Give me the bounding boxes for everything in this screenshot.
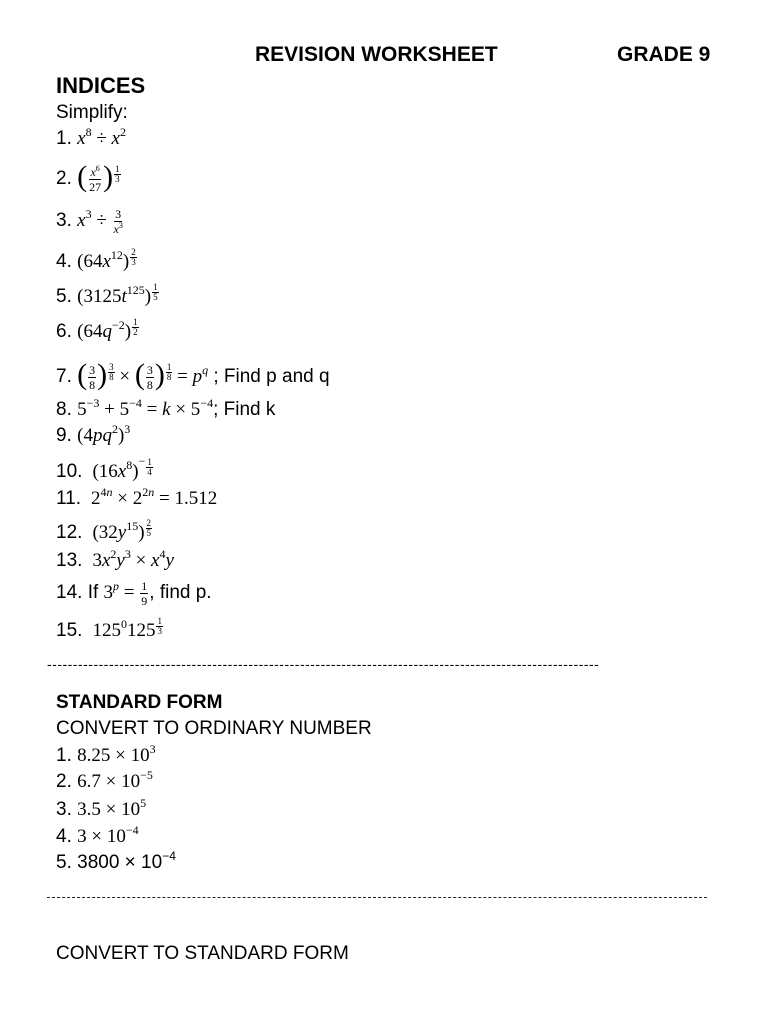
- index-question-9: [56, 422, 131, 447]
- question-number: 4.: [56, 251, 72, 272]
- convert-ordinary-heading: CONVERT TO ORDINARY NUMBER: [56, 718, 372, 739]
- item-number: 5.: [56, 852, 72, 873]
- math-expression: $5^{-3} + 5^{-4} = k \times 5^{-4}$: [77, 396, 214, 420]
- indices-heading: INDICES: [56, 73, 146, 98]
- standard-form-item-4: [56, 823, 139, 848]
- math-expression: $8.25 \times 10^3$: [77, 742, 156, 766]
- question-number: 10.: [56, 461, 83, 482]
- question-number: 3.: [56, 209, 72, 231]
- standard-form-item-3: [56, 796, 147, 821]
- question-14-instruction: , find p.: [149, 581, 212, 603]
- item-5-value: 3800 × 10: [77, 852, 163, 873]
- math-expression: $x^8 \div x^2$: [77, 125, 126, 149]
- standard-form-item-5: [56, 849, 176, 874]
- index-question-15: [56, 616, 163, 648]
- math-expression: $125^0125$ $\frac{1}{3}$: [87, 616, 162, 641]
- math-expression: $(64x^{12})$ $\frac{2}{3}$: [77, 247, 136, 272]
- standard-form-heading: STANDARD FORM: [56, 692, 223, 713]
- item-5-exponent: −4: [162, 849, 176, 863]
- grade-label: GRADE 9: [617, 43, 711, 66]
- question-7-instruction: ; Find p and q: [213, 365, 330, 387]
- index-question-2: [56, 159, 121, 196]
- index-question-11: [56, 485, 218, 510]
- math-expression: $(32y^{15})$ $\frac{2}{5}$: [87, 518, 152, 543]
- index-question-8: [56, 396, 276, 421]
- index-question-13: [56, 547, 174, 572]
- simplify-instruction: Simplify:: [56, 102, 128, 123]
- item-number: 2.: [56, 771, 72, 792]
- math-expression: $3^p$ = $\frac{1}{9}$: [103, 578, 148, 608]
- math-expression: $(16x^8)^-$ $\frac{1}{4}$: [87, 454, 152, 482]
- index-question-4: [56, 247, 137, 279]
- section-separator: -----------------------------------------------------------------------------------------------------------: [47, 656, 600, 672]
- question-number: 1.: [56, 128, 72, 149]
- index-question-7: [56, 357, 330, 394]
- math-expression: $3 \times 10^{-4}$: [77, 823, 139, 847]
- question-number: 14.: [56, 581, 83, 603]
- question-number: 11.: [56, 488, 82, 509]
- convert-standard-heading: CONVERT TO STANDARD FORM: [56, 943, 349, 964]
- index-question-1: [56, 125, 126, 150]
- item-number: 3.: [56, 799, 72, 820]
- math-expression: ( $\frac{x^6}{27}$ ) $\frac{1}{3}$: [77, 159, 120, 194]
- standard-form-item-1: [56, 742, 156, 767]
- section-separator: [47, 897, 707, 898]
- question-number: 6.: [56, 321, 72, 342]
- question-number: 2.: [56, 167, 72, 189]
- question-number: 7.: [56, 365, 72, 387]
- standard-form-item-2: [56, 768, 153, 793]
- item-number: 4.: [56, 826, 72, 847]
- worksheet-title: REVISION WORKSHEET: [255, 43, 498, 66]
- question-number: 9.: [56, 425, 72, 446]
- question-number: 5.: [56, 286, 72, 307]
- index-question-12: [56, 518, 152, 550]
- math-expression: $(4pq^2)^3$: [77, 422, 131, 446]
- math-expression: $6.7 \times 10^{-5}$: [77, 768, 153, 792]
- question-8-instruction: ; Find k: [213, 399, 276, 420]
- index-question-5: [56, 282, 159, 314]
- index-question-6: [56, 317, 139, 349]
- math-expression: $(64q^{-2})$ $\frac{1}{2}$: [77, 317, 138, 342]
- math-expression: $x^3$ ÷ $\frac{3}{x^3}$: [77, 206, 123, 236]
- math-expression: $(3125t^{125})$ $\frac{1}{5}$: [77, 282, 158, 307]
- question-number: 13.: [56, 550, 83, 571]
- question-14-prefix: If: [87, 581, 99, 603]
- math-expression: $2^{4n} \times 2^{2n} = 1.512$: [86, 485, 218, 509]
- question-number: 15.: [56, 620, 83, 641]
- index-question-14: [56, 580, 212, 607]
- item-number: 1.: [56, 745, 72, 766]
- math-expression: $3x^2y^3 \times x^4y$: [87, 547, 174, 571]
- question-number: 8.: [56, 399, 72, 420]
- question-number: 12.: [56, 522, 83, 543]
- index-question-3: [56, 208, 125, 235]
- math-expression: $3.5 \times 10^5$: [77, 796, 147, 820]
- math-expression: ( $\frac{3}{8}$ ) $\frac{3}{8}$ × ( $\frac{3}{8}$ ) $\frac{1}{8}$ = $p^q$: [77, 357, 209, 392]
